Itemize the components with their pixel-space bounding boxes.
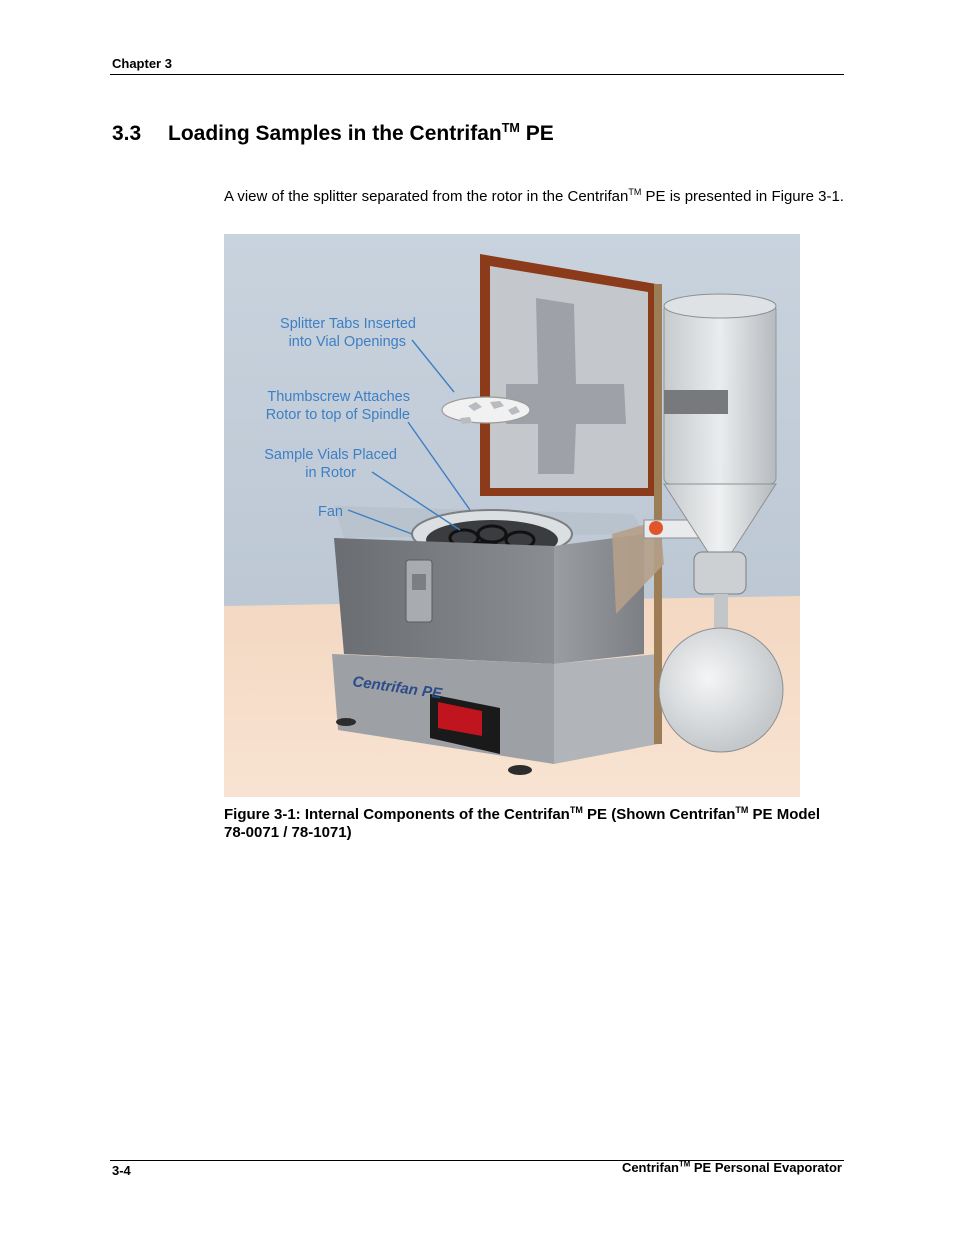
footer-product-name: Centrifan (621, 1160, 679, 1175)
callout-thumbscrew-line2: Rotor to top of Spindle (265, 407, 410, 423)
footer-product-tm: TM (679, 1159, 691, 1169)
section-title-tm: TM (501, 121, 520, 135)
intro-paragraph (224, 188, 844, 206)
section-number: 3.3 (112, 122, 142, 145)
device-label: Centrifan PE (351, 673, 443, 703)
caption-text-suffix: PE Model 78-0071 / 78-1071) (224, 806, 821, 841)
page-number: 3-4 (112, 1163, 131, 1178)
figure-caption (224, 806, 824, 842)
caption-tm-2: TM (735, 805, 749, 815)
callout-vials-line1: Sample Vials Placed (264, 447, 397, 463)
intro-text-suffix: PE is presented in Figure 3-1. (641, 188, 844, 205)
section-heading (112, 122, 554, 146)
figure-illustration (224, 234, 800, 797)
footer-product-suffix: PE Personal Evaporator (690, 1160, 842, 1175)
intro-text: A view of the splitter separated from the rotor in the Centrifan (224, 188, 629, 205)
callout-thumbscrew-line1: Thumbscrew Attaches (267, 389, 410, 405)
section-title: Loading Samples in the Centrifan (168, 122, 502, 145)
caption-tm-1: TM (569, 805, 583, 815)
footer-product (622, 1160, 842, 1175)
intro-tm: TM (628, 187, 642, 197)
header-rule (110, 74, 844, 75)
caption-text: Figure 3-1: Internal Components of the Centrifan (224, 806, 570, 823)
callout-splitter-line2: into Vial Openings (288, 334, 406, 350)
callout-vials-line2: in Rotor (305, 465, 356, 481)
chapter-header: Chapter 3 (112, 56, 172, 71)
callout-fan: Fan (318, 504, 343, 520)
centrifan-drawing (224, 234, 800, 797)
callout-splitter-line1: Splitter Tabs Inserted (280, 316, 416, 332)
section-title-suffix: PE (519, 122, 554, 145)
caption-text-mid: PE (Shown Centrifan (582, 806, 736, 823)
